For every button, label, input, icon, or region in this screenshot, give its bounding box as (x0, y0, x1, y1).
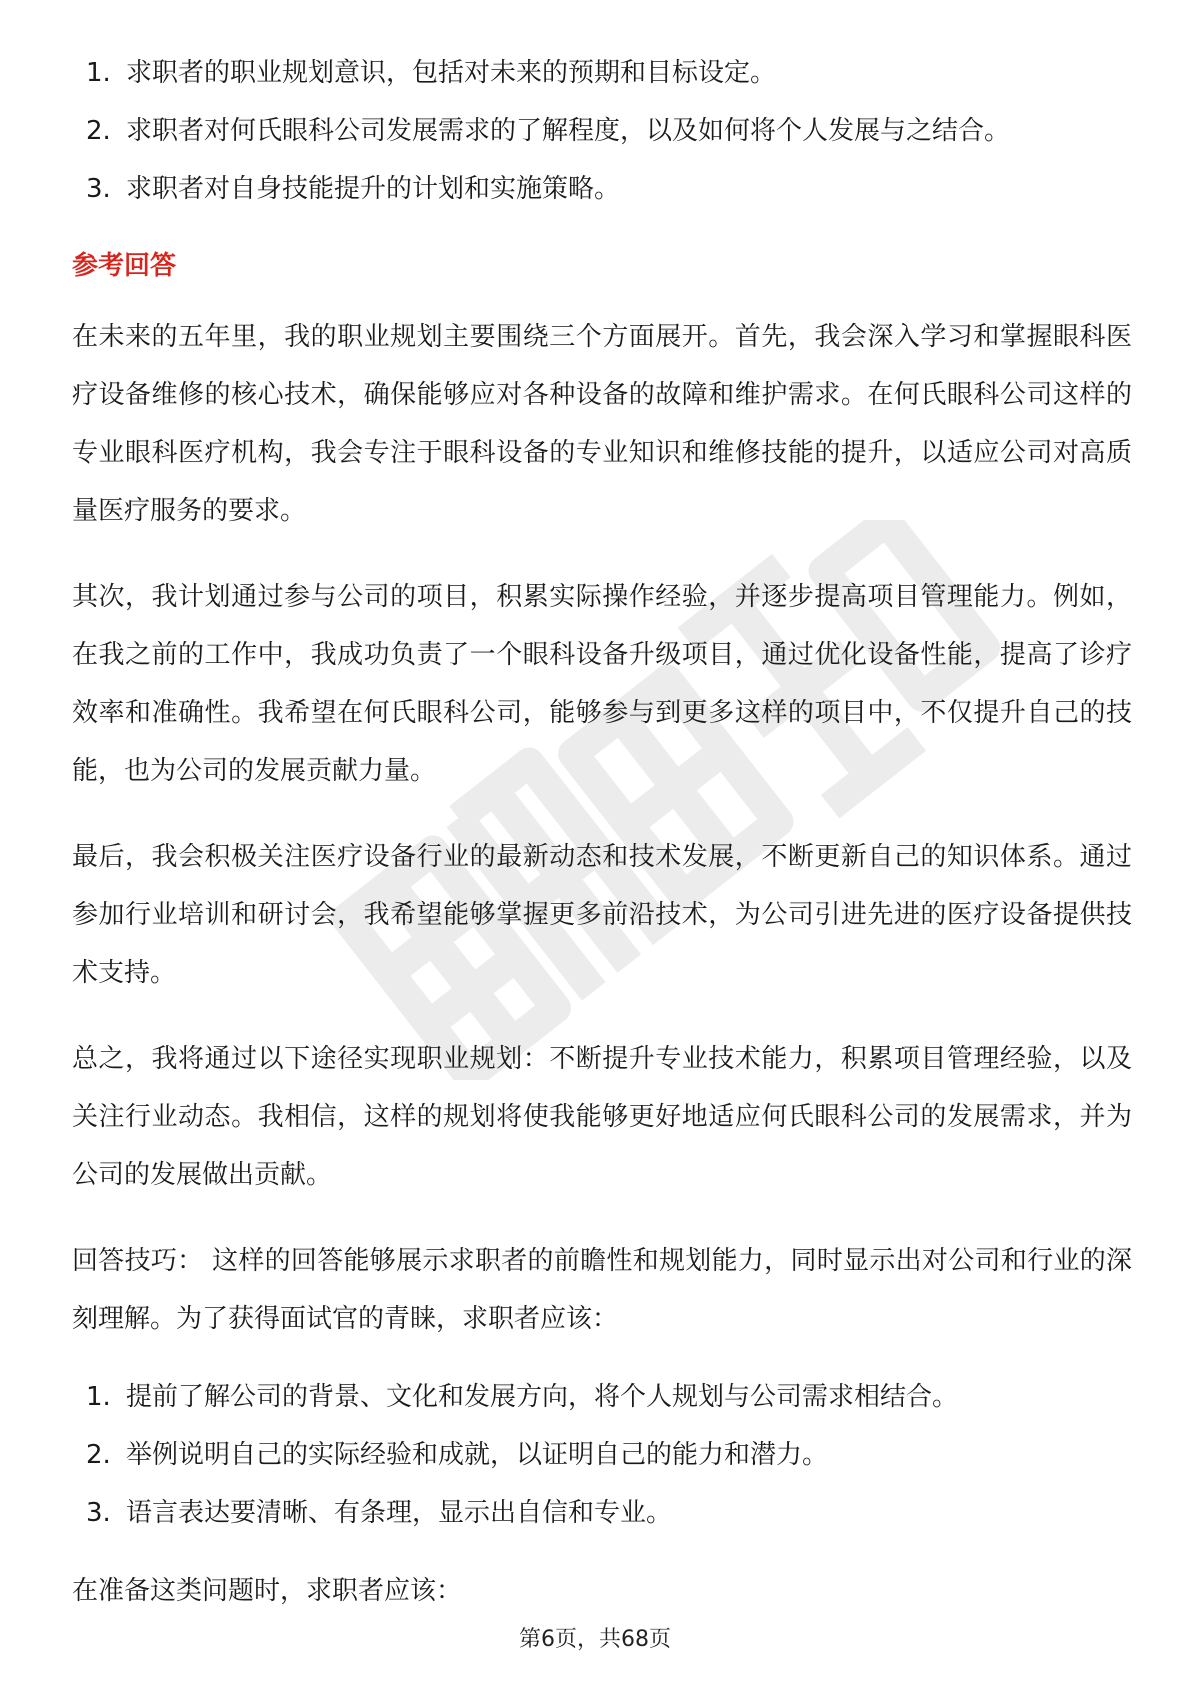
spacer (72, 1002, 1132, 1030)
list-number: 1. (86, 58, 111, 88)
criteria-list (72, 44, 1132, 218)
page-number-footer: 第6页，共68页 (519, 1627, 671, 1652)
answer-tips-paragraph: 回答技巧： 这样的回答能够展示求职者的前瞻性和规划能力，同时显示出对公司和行业的深刻理解。为了获得面试官的青睐，求职者应该： (72, 1246, 1132, 1334)
list-item (72, 1484, 1132, 1542)
spacer (72, 540, 1132, 568)
list-text: 提前了解公司的背景、文化和发展方向，将个人规划与公司需求相结合。 (126, 1382, 959, 1412)
spacer (72, 1542, 1132, 1562)
list-number: 2. (86, 1440, 111, 1470)
answer-paragraph: 其次，我计划通过参与公司的项目，积累实际操作经验，并逐步提高项目管理能力。例如，在我之前的工作中，我成功负责了一个眼科设备升级项目，通过优化设备性能，提高了诊疗效率和准确性。我希望在何氏眼科公司，能够参与到更多这样的项目中，不仅提升自己的技能，也为公司的发展贡献力量。 (72, 582, 1132, 786)
list-text: 求职者对自身技能提升的计划和实施策略。 (126, 174, 621, 204)
list-text: 求职者对何氏眼科公司发展需求的了解程度，以及如何将个人发展与之结合。 (126, 116, 1011, 146)
tips-list (72, 1368, 1132, 1542)
list-item (72, 102, 1132, 160)
list-item (72, 1368, 1132, 1426)
list-number: 1. (86, 1382, 111, 1412)
answer-paragraph: 总之，我将通过以下途径实现职业规划：不断提升专业技术能力，积累项目管理经验，以及关注行业动态。我相信，这样的规划将使我能够更好地适应何氏眼科公司的发展需求，并为公司的发展做出贡献。 (72, 1044, 1132, 1190)
list-number: 3. (86, 174, 111, 204)
list-text: 求职者的职业规划意识，包括对未来的预期和目标设定。 (126, 58, 777, 88)
list-number: 2. (86, 116, 111, 146)
list-item (72, 1426, 1132, 1484)
spacer (72, 800, 1132, 828)
reference-answer-heading: 参考回答 (72, 251, 177, 281)
spacer (72, 294, 1132, 308)
list-item (72, 160, 1132, 218)
list-text: 语言表达要清晰、有条理，显示出自信和专业。 (126, 1498, 673, 1528)
list-text: 举例说明自己的实际经验和成就，以证明自己的能力和潜力。 (126, 1440, 829, 1470)
content-area (72, 44, 1132, 1620)
answer-paragraph: 最后，我会积极关注医疗设备行业的最新动态和技术发展，不断更新自己的知识体系。通过参加行业培训和研讨会，我希望能够掌握更多前沿技术，为公司引进先进的医疗设备提供技术支持。 (72, 842, 1132, 988)
spacer (72, 1204, 1132, 1232)
spacer (72, 1348, 1132, 1368)
closing-line: 在准备这类问题时，求职者应该： (72, 1576, 463, 1606)
list-item (72, 44, 1132, 102)
list-number: 3. (86, 1498, 111, 1528)
answer-paragraph: 在未来的五年里，我的职业规划主要围绕三个方面展开。首先，我会深入学习和掌握眼科医疗设备维修的核心技术，确保能够应对各种设备的故障和维护需求。在何氏眼科公司这样的专业眼科医疗机构，我会专注于眼科设备的专业知识和维修技能的提升，以适应公司对高质量医疗服务的要求。 (72, 322, 1132, 526)
